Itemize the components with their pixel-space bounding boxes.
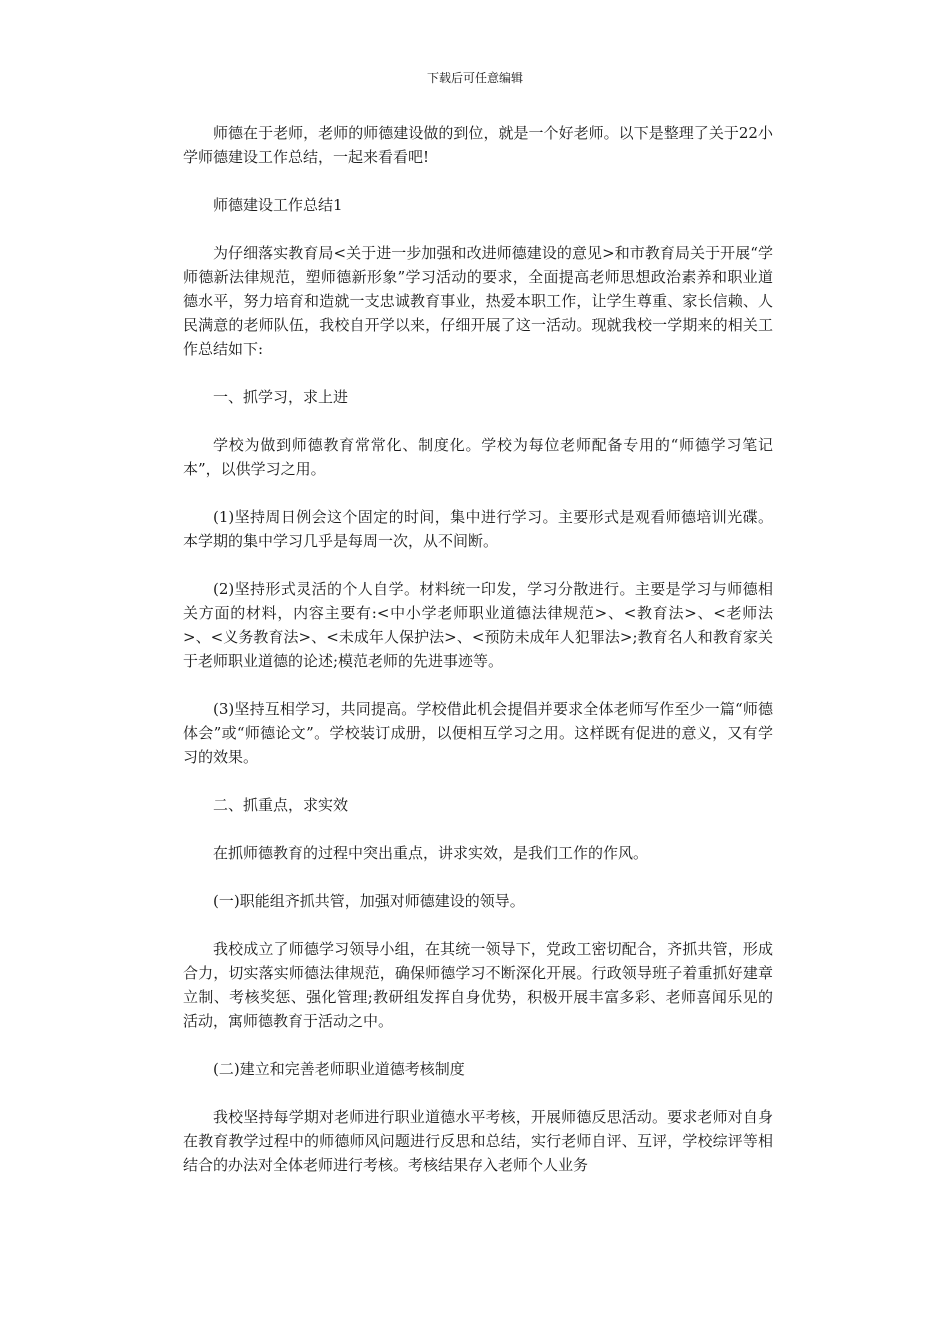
subsection-heading: (一)职能组齐抓共管，加强对师德建设的领导。 bbox=[213, 892, 525, 910]
header-note: 下载后可任意编辑 bbox=[426, 71, 523, 85]
body-paragraph: 我校成立了师德学习领导小组，在其统一领导下，党政工密切配合，齐抓共管，形成合力，切实落实师德法律规范，确保师德学习不断深化开展。行政领导班子着重抓好建章立制、考核奖惩、强化管理;教研组发挥自身优势，积极开展丰富多彩、老师喜闻乐见的活动，寓师德教育于活动之中。 bbox=[183, 940, 773, 1030]
section-heading: 二、抓重点，求实效 bbox=[213, 796, 349, 814]
document-body bbox=[183, 121, 773, 1201]
body-paragraph: (1)坚持周日例会这个固定的时间，集中进行学习。主要形式是观看师德培训光碟。本学期的集中学习几乎是每周一次，从不间断。 bbox=[183, 508, 773, 550]
subsection-heading: (二)建立和完善老师职业道德考核制度 bbox=[213, 1060, 465, 1078]
body-paragraph: (2)坚持形式灵活的个人自学。材料统一印发，学习分散进行。主要是学习与师德相关方面的材料，内容主要有:<中小学老师职业道德法律规范>、<教育法>、<老师法>、<义务教育法>、<未成年人保护法>、<预防未成年人犯罪法>;教育名人和教育家关于老师职业道德的论述;模范老师的先进事迹等。 bbox=[183, 580, 773, 670]
body-paragraph: 在抓师德教育的过程中突出重点，讲求实效，是我们工作的作风。 bbox=[213, 844, 649, 862]
body-paragraph: 我校坚持每学期对老师进行职业道德水平考核，开展师德反思活动。要求老师对自身在教育教学过程中的师德师风问题进行反思和总结，实行老师自评、互评，学校综评等相结合的办法对全体老师进行考核。考核结果存入老师个人业务 bbox=[183, 1108, 773, 1174]
body-paragraph: 为仔细落实教育局<关于进一步加强和改进师德建设的意见>和市教育局关于开展“学师德新法律规范，塑师德新形象”学习活动的要求，全面提高老师思想政治素养和职业道德水平，努力培育和造就一支忠诚教育事业，热爱本职工作，让学生尊重、家长信赖、人民满意的老师队伍，我校自开学以来，仔细开展了这一活动。现就我校一学期来的相关工作总结如下: bbox=[183, 244, 773, 358]
body-paragraph: 学校为做到师德教育常常化、制度化。学校为每位老师配备专用的“师德学习笔记本”，以供学习之用。 bbox=[183, 436, 773, 478]
intro-paragraph: 师德在于老师，老师的师德建设做的到位，就是一个好老师。以下是整理了关于22小学师德建设工作总结，一起来看看吧! bbox=[183, 124, 773, 166]
body-paragraph: (3)坚持互相学习，共同提高。学校借此机会提倡并要求全体老师写作至少一篇“师德体会”或“师德论文”。学校装订成册，以便相互学习之用。这样既有促进的意义，又有学习的效果。 bbox=[183, 700, 773, 766]
section-heading: 一、抓学习，求上进 bbox=[213, 388, 349, 406]
summary-title: 师德建设工作总结1 bbox=[213, 196, 343, 214]
